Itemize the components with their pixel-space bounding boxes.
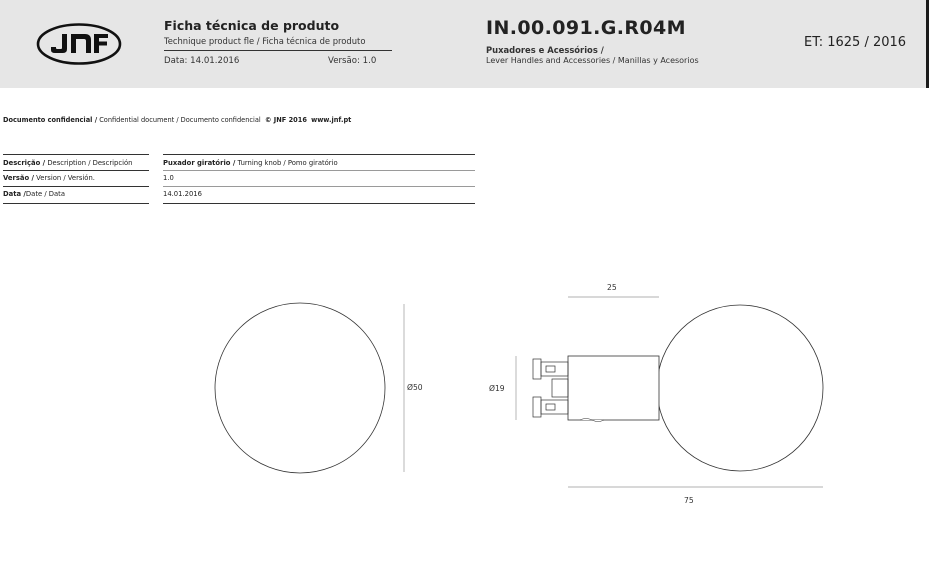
doc-version: Versão: 1.0 bbox=[328, 56, 377, 66]
website: www.jnf.pt bbox=[311, 116, 352, 124]
info-value-date: 14.01.2016 bbox=[163, 190, 202, 198]
et-reference: ET: 1625 / 2016 bbox=[804, 35, 907, 50]
info-value-version: 1.0 bbox=[163, 174, 174, 182]
info-value-description: Puxador giratório / Turning knob / Pomo giratório bbox=[163, 159, 338, 167]
category-title: Puxadores e Acessórios / bbox=[486, 45, 604, 55]
info-label-date: Data /Date / Data bbox=[3, 190, 66, 198]
side-view-knob bbox=[657, 305, 823, 471]
copyright: © JNF 2016 bbox=[264, 116, 307, 124]
confidential-rest: Confidential document / Documento confidencial bbox=[97, 116, 261, 124]
front-diameter-label: Ø50 bbox=[407, 383, 423, 392]
doc-title: Ficha técnica de produto bbox=[164, 18, 340, 33]
category-subtitle: Lever Handles and Accessories / Manillas y Acesorios bbox=[486, 56, 699, 65]
spindle-clips bbox=[533, 359, 568, 417]
bottom-length-label: 75 bbox=[684, 496, 694, 505]
side-view-neck bbox=[568, 356, 659, 420]
front-view-circle bbox=[215, 303, 385, 473]
side-diameter-label: Ø19 bbox=[489, 384, 505, 393]
top-length-label: 25 bbox=[607, 283, 617, 292]
info-label-description: Descrição / Description / Descripción bbox=[3, 159, 133, 167]
info-label-version: Versão / Version / Versión. bbox=[3, 174, 95, 182]
product-code: IN.00.091.G.R04M bbox=[486, 17, 686, 39]
confidential-bold: Documento confidencial / bbox=[3, 116, 98, 124]
doc-subtitle: Technique product fle / Ficha técnica de produto bbox=[164, 36, 366, 46]
doc-date: Data: 14.01.2016 bbox=[164, 56, 240, 66]
